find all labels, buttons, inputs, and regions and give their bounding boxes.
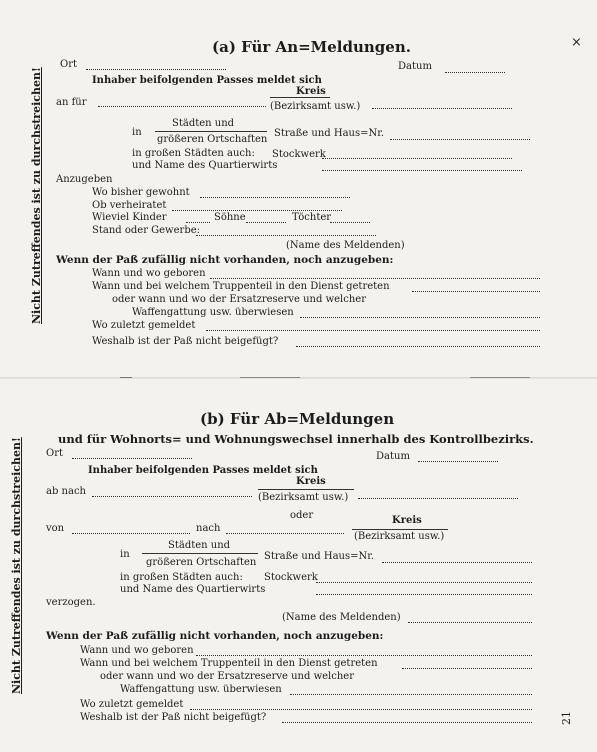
- zuletzt-field[interactable]: [206, 330, 540, 331]
- label-wo-zuletzt-b: Wo zuletzt gemeldet: [80, 699, 184, 710]
- label-wenn-pass-b: Wenn der Paß zufällig nicht vorhanden, noch anzugeben:: [46, 630, 384, 642]
- label-oder: oder: [290, 510, 314, 521]
- kreis-rule-b: [258, 489, 354, 490]
- label-wann-truppenteil-b: Wann und bei welchem Truppenteil in den Dienst getreten: [80, 658, 378, 669]
- kreis-field-b[interactable]: [358, 498, 518, 499]
- kreis-rule: [270, 97, 330, 98]
- ort-field[interactable]: [86, 69, 226, 70]
- ab-nach-field[interactable]: [92, 496, 252, 497]
- fold-mark-left: [120, 377, 132, 378]
- label-wann-wo-geboren-b: Wann und wo geboren: [80, 645, 194, 656]
- page-number: 21: [560, 711, 573, 725]
- label-name-meldenden: (Name des Meldenden): [286, 240, 405, 251]
- label-ort-b: Ort: [46, 448, 63, 459]
- label-bezirksamt2-b: (Bezirksamt usw.): [354, 531, 445, 542]
- side-note-a: Nicht Zutreffendes ist zu durchstreichen!: [30, 67, 43, 324]
- label-kreis: Kreis: [296, 86, 326, 97]
- label-kreis-b: Kreis: [296, 476, 326, 487]
- verheiratet-field[interactable]: [172, 210, 342, 211]
- quartierwirt-field[interactable]: [322, 170, 522, 171]
- geboren-field[interactable]: [210, 278, 540, 279]
- zuletzt-field-b[interactable]: [190, 709, 532, 710]
- waffengattung-field[interactable]: [300, 317, 540, 318]
- label-wann-truppenteil: Wann und bei welchem Truppenteil in den Dienst getreten: [92, 281, 390, 292]
- section-b-subtitle: und für Wohnorts= und Wohnungswechsel innerhalb des Kontrollbezirks.: [58, 432, 534, 446]
- label-weshalb: Weshalb ist der Paß nicht beigefügt?: [92, 336, 279, 347]
- label-wenn-pass: Wenn der Paß zufällig nicht vorhanden, noch anzugeben:: [56, 254, 394, 266]
- corner-mark: ×: [571, 35, 582, 50]
- an-fuer-field[interactable]: [98, 106, 266, 107]
- stockwerk-field-b[interactable]: [316, 582, 532, 583]
- label-wo-zuletzt: Wo zuletzt gemeldet: [92, 320, 196, 331]
- label-in-grossen: in großen Städten auch:: [132, 148, 255, 159]
- label-staedten-und: Städten und: [172, 118, 235, 129]
- label-von: von: [46, 523, 65, 534]
- wo-bisher-field[interactable]: [200, 197, 350, 198]
- kreis2-rule-b: [352, 529, 448, 530]
- quartierwirt-field-b[interactable]: [316, 594, 532, 595]
- label-wieviel-kinder: Wieviel Kinder: [92, 212, 167, 223]
- label-groesseren: größeren Ortschaften: [157, 134, 268, 145]
- label-oder-wann: oder wann und wo der Ersatzreserve und welcher: [112, 294, 366, 305]
- kreis-field[interactable]: [372, 108, 512, 109]
- label-oder-wann-b: oder wann und wo der Ersatzreserve und welcher: [100, 671, 354, 682]
- fold-mark-right: [470, 377, 530, 378]
- label-bezirksamt: (Bezirksamt usw.): [270, 101, 361, 112]
- label-datum-b: Datum: [376, 451, 410, 462]
- fold-mark-mid: [240, 377, 300, 378]
- label-groesseren-b: größeren Ortschaften: [146, 557, 257, 568]
- truppenteil-field-b[interactable]: [402, 668, 532, 669]
- label-strasse-b: Straße und Haus=Nr.: [264, 551, 375, 562]
- datum-field[interactable]: [445, 72, 505, 73]
- von-field[interactable]: [72, 533, 190, 534]
- label-waffengattung-b: Waffengattung usw. überwiesen: [120, 684, 282, 695]
- label-ob-verheiratet: Ob verheiratet: [92, 200, 167, 211]
- label-weshalb-b: Weshalb ist der Paß nicht beigefügt?: [80, 712, 267, 723]
- label-an-fuer: an für: [56, 97, 87, 108]
- label-wo-bisher: Wo bisher gewohnt: [92, 187, 190, 198]
- section-b-title: (b) Für Ab=Meldungen: [200, 410, 395, 428]
- geboren-field-b[interactable]: [196, 655, 532, 656]
- label-datum: Datum: [398, 61, 432, 72]
- label-in-b: in: [120, 549, 130, 560]
- kinder-field[interactable]: [186, 222, 210, 223]
- label-ab-nach: ab nach: [46, 486, 86, 497]
- strasse-field-b[interactable]: [382, 562, 532, 563]
- label-staedten-und-b: Städten und: [168, 540, 231, 551]
- label-strasse: Straße und Haus=Nr.: [274, 128, 385, 139]
- section-a-title: (a) Für An=Meldungen.: [212, 38, 411, 56]
- fraction-rule: [155, 131, 267, 132]
- side-note-b: Nicht Zutreffendes ist zu durchstreichen!: [10, 437, 23, 694]
- label-nach: nach: [196, 523, 221, 534]
- nach-field[interactable]: [226, 533, 344, 534]
- label-inhaber-b: Inhaber beifolgenden Passes meldet sich: [88, 465, 318, 476]
- stockwerk-field[interactable]: [322, 158, 512, 159]
- label-wann-wo-geboren: Wann und wo geboren: [92, 268, 206, 279]
- label-stockwerk: Stockwerk: [272, 149, 326, 160]
- weshalb-field-b[interactable]: [282, 722, 532, 723]
- truppenteil-field[interactable]: [412, 291, 540, 292]
- label-toechter: Töchter: [292, 212, 332, 223]
- datum-field-b[interactable]: [418, 461, 498, 462]
- label-verzogen: verzogen.: [46, 597, 96, 608]
- label-inhaber: Inhaber beifolgenden Passes meldet sich: [92, 75, 322, 86]
- label-stand: Stand oder Gewerbe:: [92, 225, 201, 236]
- label-anzugeben: Anzugeben: [56, 174, 113, 185]
- ort-field-b[interactable]: [72, 458, 192, 459]
- label-in-grossen-b: in großen Städten auch:: [120, 572, 243, 583]
- toechter-field[interactable]: [330, 222, 370, 223]
- label-name-meldenden-b: (Name des Meldenden): [282, 612, 401, 623]
- label-in: in: [132, 127, 142, 138]
- label-soehne: Söhne: [214, 212, 246, 223]
- stand-field[interactable]: [196, 235, 376, 236]
- label-und-name-b: und Name des Quartierwirts: [120, 584, 266, 595]
- meldender-field-b[interactable]: [408, 622, 532, 623]
- label-ort: Ort: [60, 59, 77, 70]
- label-kreis2-b: Kreis: [392, 515, 422, 526]
- soehne-field[interactable]: [246, 222, 286, 223]
- strasse-field[interactable]: [390, 139, 530, 140]
- label-bezirksamt-b: (Bezirksamt usw.): [258, 492, 349, 503]
- label-waffengattung: Waffengattung usw. überwiesen: [132, 307, 294, 318]
- label-stockwerk-b: Stockwerk: [264, 572, 318, 583]
- fraction-rule-b: [142, 553, 258, 554]
- waffengattung-field-b[interactable]: [290, 694, 532, 695]
- label-und-name: und Name des Quartierwirts: [132, 160, 278, 171]
- weshalb-field[interactable]: [296, 346, 540, 347]
